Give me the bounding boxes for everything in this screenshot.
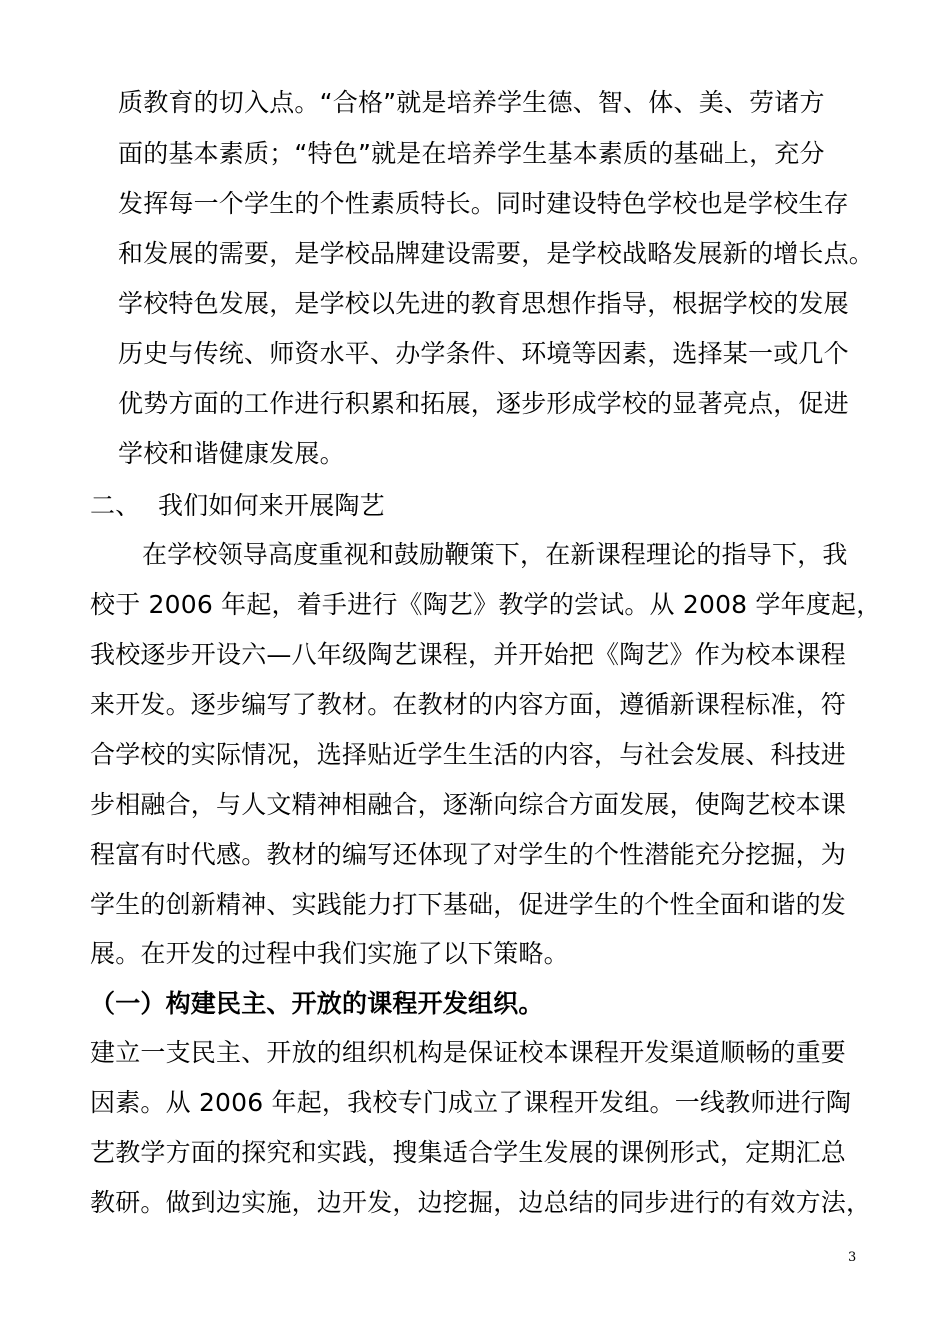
body-line: 合学校的实际情况，选择贴近学生生活的内容，与社会发展、科技进 (90, 740, 847, 769)
body-line: 艺教学方面的探究和实践，搜集适合学生发展的课例形式，定期汇总 (90, 1138, 847, 1167)
section-heading-number: 二、 (90, 491, 141, 520)
section-heading: 我们如何来开展陶艺 (158, 491, 385, 520)
body-line: 学校和谐健康发展。 (118, 439, 345, 468)
body-line: 我校逐步开设六—八年级陶艺课程，并开始把《陶艺》作为校本课程 (90, 640, 847, 669)
body-line: 展。在开发的过程中我们实施了以下策略。 (90, 939, 569, 968)
body-line: 学校特色发展，是学校以先进的教育思想作指导，根据学校的发展 (118, 289, 849, 318)
subsection-heading: （一）构建民主、开放的课程开发组织。 (90, 989, 544, 1018)
body-line: 和发展的需要，是学校品牌建设需要，是学校战略发展新的增长点。 (118, 239, 875, 268)
body-line: 校于 2006 年起，着手进行《陶艺》教学的尝试。从 2008 学年度起， (90, 590, 882, 619)
body-line: 来开发。逐步编写了教材。在教材的内容方面，遵循新课程标准，符 (90, 690, 847, 719)
body-line: 程富有时代感。教材的编写还体现了对学生的个性潜能充分挖掘，为 (90, 840, 847, 869)
body-line: 优势方面的工作进行积累和拓展，逐步形成学校的显著亮点，促进 (118, 389, 849, 418)
body-line: 建立一支民主、开放的组织机构是保证校本课程开发渠道顺畅的重要 (90, 1038, 847, 1067)
body-line: 教研。做到边实施，边开发，边挖掘，边总结的同步进行的有效方法， (90, 1188, 872, 1217)
body-line: 发挥每一个学生的个性素质特长。同时建设特色学校也是学校生存 (118, 189, 849, 218)
body-line: 质教育的切入点。“合格”就是培养学生德、智、体、美、劳诸方 (118, 88, 825, 117)
body-line: 在学校领导高度重视和鼓励鞭策下，在新课程理论的指导下，我 (142, 540, 848, 569)
body-line: 学生的创新精神、实践能力打下基础，促进学生的个性全面和谐的发 (90, 890, 847, 919)
body-line: 历史与传统、师资水平、办学条件、环境等因素，选择某一或几个 (118, 339, 849, 368)
body-line: 面的基本素质；“特色”就是在培养学生基本素质的基础上，充分 (118, 139, 825, 168)
page-number: 3 (848, 1250, 857, 1265)
body-line: 因素。从 2006 年起，我校专门成立了课程开发组。一线教师进行陶 (90, 1088, 852, 1117)
body-line: 步相融合，与人文精神相融合，逐渐向综合方面发展，使陶艺校本课 (90, 790, 847, 819)
